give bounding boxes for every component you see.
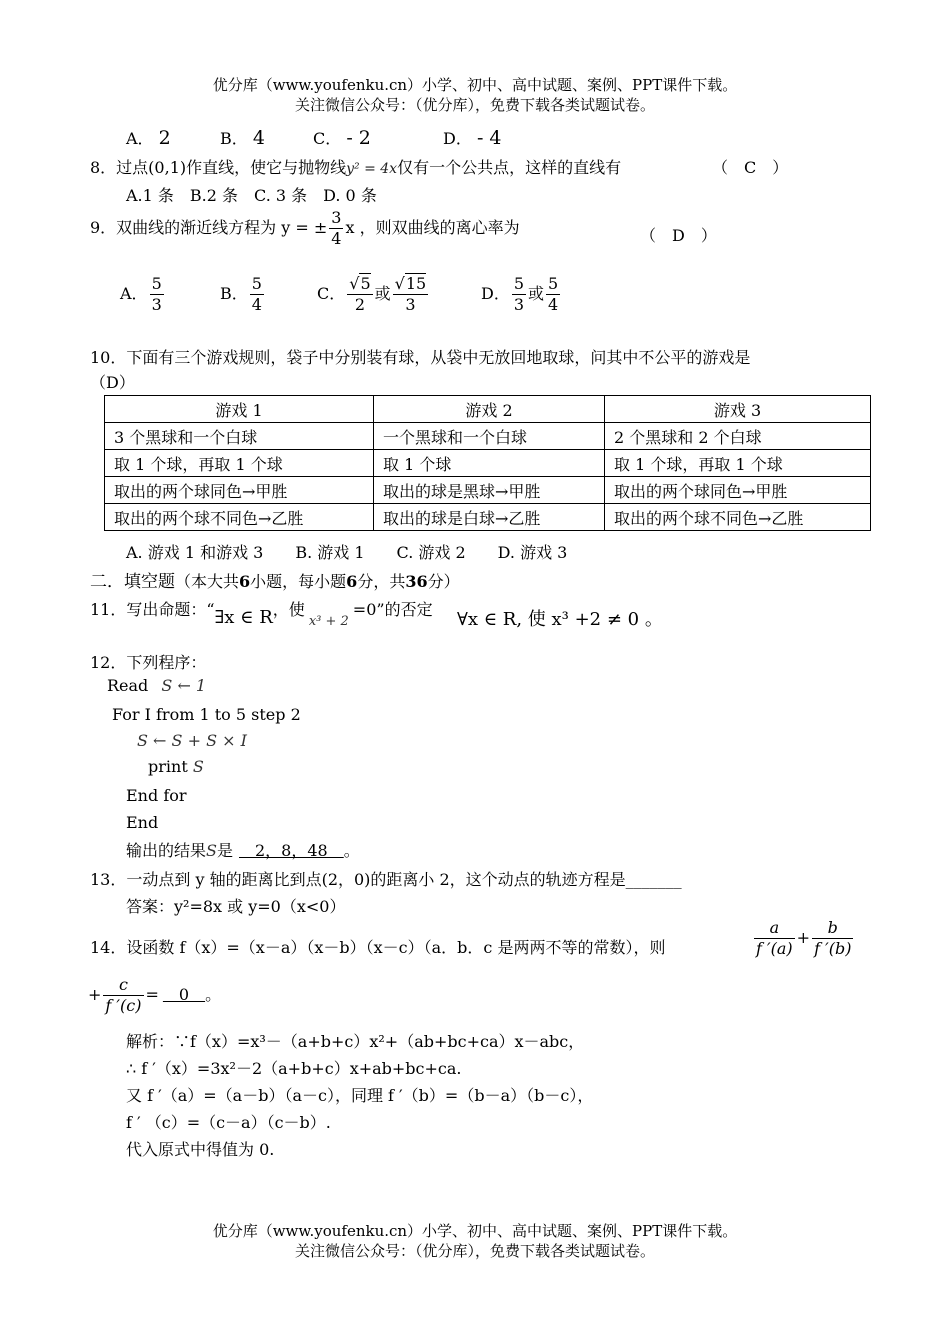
q11-pre: 11．写出命题：“ <box>90 600 215 619</box>
q9-answer: （ D ） <box>640 226 717 245</box>
footer-line-2: 关注微信公众号：（优分库），免费下载各类试题试卷。 <box>294 1242 655 1260</box>
q7-a-value: 2 <box>158 127 171 149</box>
q14-frac-c-den: f ′(c) <box>105 996 142 1015</box>
q9-d-num-2: 5 <box>548 274 559 293</box>
section-2-title: 二．填空题 <box>90 572 175 592</box>
q7-c-label: C． <box>313 129 342 148</box>
q9-b-fraction <box>250 274 264 315</box>
q12-read-expr: S ← 1 <box>161 676 207 695</box>
q11-stem <box>90 597 433 629</box>
q12-print-keyword: print <box>148 757 188 776</box>
header-line-2: 关注微信公众号：（优分库），免费下载各类试题试卷。 <box>294 96 655 114</box>
q14-frac-c <box>103 975 143 1016</box>
q7-b-value: 4 <box>252 127 265 149</box>
q9-c-or: 或 <box>374 284 391 303</box>
q11-mid: ，使 <box>272 600 305 619</box>
q14-frac-b-num: b <box>827 918 838 937</box>
q12-line-end-for: End for <box>126 786 187 805</box>
q7-option-b <box>220 126 265 149</box>
q12-result-var: S <box>206 841 217 860</box>
q9-b-num: 5 <box>251 274 262 293</box>
q7-d-label: D． <box>443 129 472 148</box>
q14-frac-b-den: f ′(b) <box>814 939 852 958</box>
q12-result-mid: 是 <box>216 841 233 860</box>
section-2-note-mid-1: 小题，每小题 <box>250 572 347 591</box>
header-line-1: 优分库（www.youfenku.cn）小学、初中、高中试题、案例、PPT课件下载。 <box>212 76 738 94</box>
q10-stem-line-2: （D） <box>90 373 135 392</box>
q11-expression: x³ + 2 <box>308 614 349 629</box>
q11-post: =0”的否定 <box>352 600 433 619</box>
q9-c-radicand-2: 15 <box>405 274 427 293</box>
table-cell: 取出的球是白球→乙胜 <box>374 504 605 531</box>
section-2-points-total: 36 <box>405 572 428 591</box>
q9-text-post: x ，则双曲线的离心率为 <box>345 218 520 237</box>
table-row <box>105 477 871 504</box>
q14-solution-line-5: 代入原式中得值为 0. <box>126 1140 275 1159</box>
q14-equals: = <box>145 985 159 1004</box>
q12-print-var: S <box>192 757 204 776</box>
q9-option-a <box>120 274 166 315</box>
q7-b-label: B． <box>220 129 248 148</box>
q14-period: 。 <box>205 985 222 1004</box>
section-2-note-mid-2: 分，共 <box>357 572 406 591</box>
q8-stem <box>90 155 621 178</box>
q14-answer: 0 <box>162 985 206 1004</box>
table-cell: 取 1 个球，再取 1 个球 <box>105 450 374 477</box>
table-header-cell: 游戏 2 <box>374 396 605 423</box>
q14-frac-a <box>754 918 795 959</box>
q8-formula: y² = 4x <box>346 161 398 177</box>
q14-solution-line-2: ∴ f ′（x）=3x²－2（a+b+c）x+ab+bc+ca. <box>126 1059 462 1078</box>
section-2-points-each: 6 <box>346 572 358 591</box>
table-header-cell: 游戏 3 <box>605 396 871 423</box>
q7-options <box>126 126 171 149</box>
q12-title: 12．下列程序： <box>90 653 207 672</box>
q8-answer: （ C ） <box>712 158 789 177</box>
q9-d-den-2: 4 <box>548 295 559 314</box>
q12-result-pre: 输出的结果 <box>126 841 207 860</box>
q9-c-num-2: √15 <box>394 274 427 293</box>
q8-options: A.1 条 B.2 条 C. 3 条 D. 0 条 <box>126 186 377 205</box>
q9-c-fraction-1 <box>347 274 372 315</box>
q9-option-c <box>317 274 430 315</box>
q9-slope-den: 4 <box>331 229 342 248</box>
table-cell: 取出的两个球同色→甲胜 <box>105 477 374 504</box>
table-cell: 取出的球是黑球→甲胜 <box>374 477 605 504</box>
q11-exists-clause: ∃x ∈ R <box>214 607 273 628</box>
q9-stem <box>90 208 520 249</box>
table-header-row <box>105 396 871 423</box>
q9-c-radicand-1: 5 <box>360 274 371 293</box>
q14-frac-c-num: c <box>118 975 128 994</box>
q9-c-label: C． <box>317 284 346 303</box>
q9-c-den-1: 2 <box>347 294 372 315</box>
q9-b-label: B． <box>220 284 248 303</box>
q14-fraction-expr-2 <box>88 975 221 1016</box>
q9-d-or: 或 <box>528 284 545 303</box>
q12-read-keyword: Read <box>107 676 149 695</box>
q9-slope-fraction <box>329 208 343 249</box>
q7-option-d <box>443 126 502 149</box>
q7-d-value: - 4 <box>476 127 502 149</box>
table-cell: 2 个黑球和 2 个白球 <box>605 423 871 450</box>
q12-result <box>126 838 360 861</box>
q9-c-num-1: √5 <box>349 274 371 293</box>
q9-c-fraction-2 <box>393 274 429 315</box>
q9-a-num: 5 <box>151 274 162 293</box>
q9-text-pre: 9．双曲线的渐近线方程为 y = ± <box>90 218 328 237</box>
footer-line-1: 优分库（www.youfenku.cn）小学、初中、高中试题、案例、PPT课件下载。 <box>212 1222 738 1240</box>
q7-a-label: A． <box>126 129 154 148</box>
q14-solution-line-4: f ′ （c）=（c－a）（c－b）. <box>126 1113 331 1132</box>
q12-line-read <box>107 676 206 695</box>
section-2-note-post: 分） <box>427 572 460 591</box>
q12-line-for: For I from 1 to 5 step 2 <box>112 705 301 724</box>
section-2-heading <box>90 567 460 592</box>
q14-solution-line-1: 解析：∵f（x）=x³－（a+b+c）x²+（ab+bc+ca）x－abc， <box>126 1032 585 1051</box>
q9-a-label: A． <box>120 284 148 303</box>
table-cell: 取 1 个球，再取 1 个球 <box>605 450 871 477</box>
table-cell: 3 个黑球和一个白球 <box>105 423 374 450</box>
q14-stem: 14．设函数 f（x）=（x－a）（x－b）（x－c）（a．b．c 是两两不等的常数），则 <box>90 938 666 957</box>
q12-line-print <box>148 757 204 776</box>
table-cell: 取 1 个球 <box>374 450 605 477</box>
table-cell: 一个黑球和一个白球 <box>374 423 605 450</box>
q8-text-post: 仅有一个公共点，这样的直线有 <box>397 158 622 177</box>
q10-stem-line-1: 10．下面有三个游戏规则，袋子中分别装有球，从袋中无放回地取球，问其中不公平的游戏是 <box>90 348 751 367</box>
q14-frac-a-num: a <box>769 918 780 937</box>
q9-d-den-1: 3 <box>513 295 525 314</box>
q9-d-label: D． <box>481 284 510 303</box>
q12-line-assign: S ← S + S × I <box>137 731 247 750</box>
q14-plus-2: + <box>88 985 102 1004</box>
q9-a-den: 3 <box>151 295 162 314</box>
q10-options: A. 游戏 1 和游戏 3 B. 游戏 1 C. 游戏 2 D. 游戏 3 <box>126 543 568 562</box>
q7-c-value: - 2 <box>346 127 371 149</box>
q9-d-fraction-1 <box>512 274 526 315</box>
q14-frac-a-den: f ′(a) <box>756 939 793 958</box>
q14-plus-1: + <box>796 928 811 947</box>
q9-slope-num: 3 <box>331 208 342 227</box>
q8-text-pre: 8．过点(0,1)作直线，使它与抛物线 <box>90 158 347 177</box>
q9-c-den-2: 3 <box>393 294 429 315</box>
q14-fraction-expr <box>752 918 855 959</box>
table-cell: 取出的两个球不同色→乙胜 <box>605 504 871 531</box>
q7-option-c <box>313 126 371 149</box>
table-cell: 取出的两个球不同色→乙胜 <box>105 504 374 531</box>
section-2-note-pre: （本大共 <box>175 572 240 591</box>
q9-d-fraction-2 <box>546 274 560 315</box>
q9-option-d <box>481 274 562 315</box>
q9-option-b <box>220 274 266 315</box>
q12-result-answer: 2，8，48 <box>239 841 344 860</box>
table-row <box>105 504 871 531</box>
q13-answer: 答案：y²=8x 或 y=0（x<0） <box>126 897 346 916</box>
games-table <box>104 395 871 531</box>
q13-stem: 13．一动点到 y 轴的距离比到点(2，0)的距离小 2，这个动点的轨迹方程是_______ <box>90 870 682 889</box>
q14-frac-b <box>812 918 853 959</box>
table-header-cell: 游戏 1 <box>105 396 374 423</box>
q14-solution-line-3: 又 f ′（a）=（a－b）（a－c），同理 f ′（b）=（b－a）（b－c）， <box>126 1086 594 1105</box>
section-2-count: 6 <box>239 572 251 591</box>
table-row <box>105 423 871 450</box>
table-row <box>105 450 871 477</box>
q9-d-num-1: 5 <box>513 274 525 293</box>
table-cell: 取出的两个球同色→甲胜 <box>605 477 871 504</box>
q12-result-post: 。 <box>343 841 360 860</box>
q11-answer: ∀x ∈ R, 使 x³ +2 ≠ 0 。 <box>457 609 663 630</box>
q9-a-fraction <box>150 274 164 315</box>
q12-line-end: End <box>126 813 159 832</box>
q9-b-den: 4 <box>251 295 262 314</box>
